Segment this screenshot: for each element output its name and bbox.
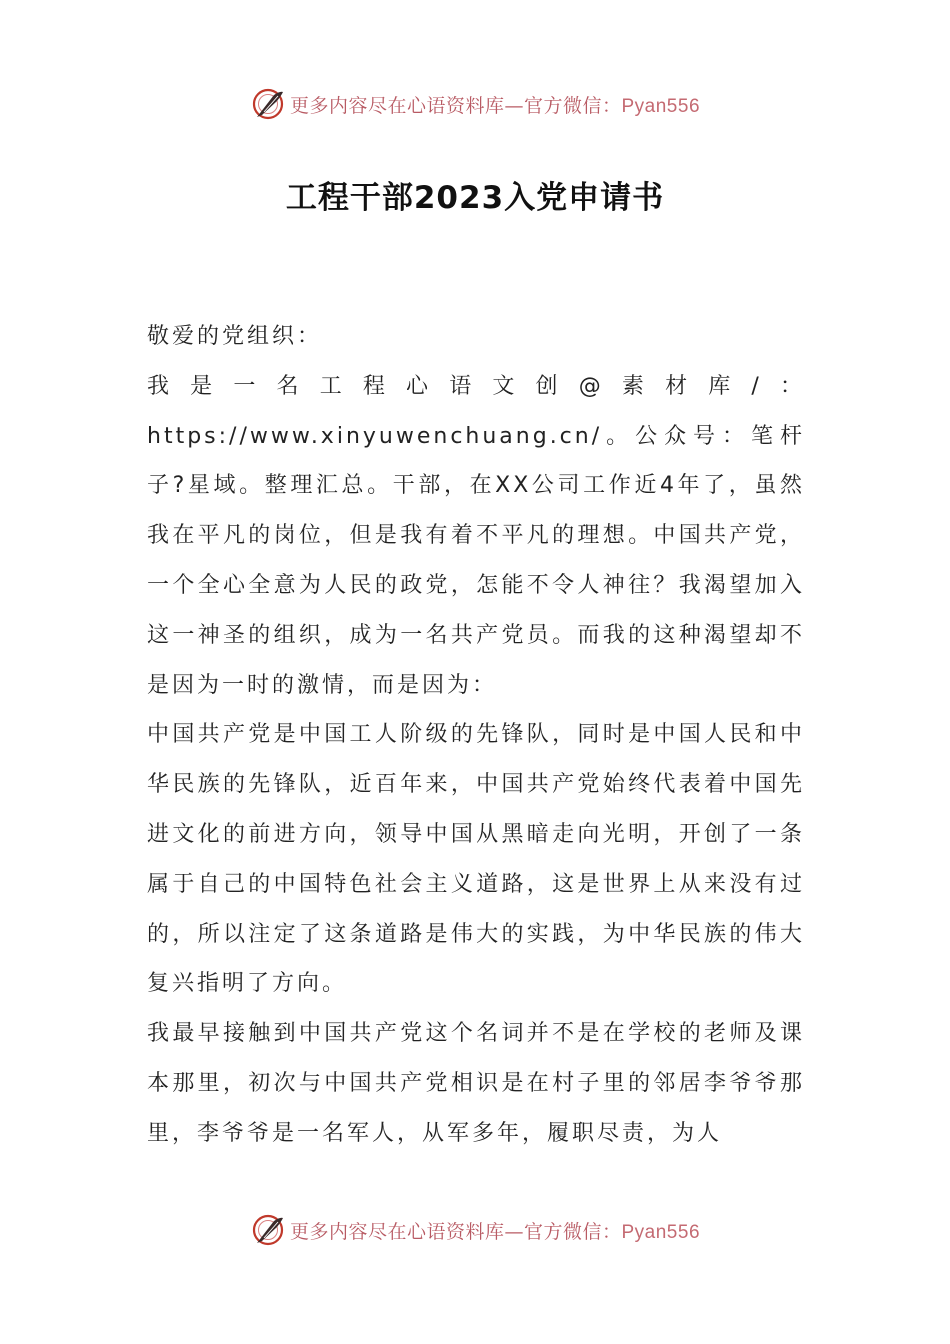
document-body	[147, 312, 805, 1159]
salutation: 敬爱的党组织：	[147, 324, 323, 349]
paragraph: 我最早接触到中国共产党这个名词并不是在学校的老师及课本那里，初次与中国共产党相识是在村子里的邻居李爷爷那里，李爷爷是一名军人，从军多年，履职尽责，为人	[147, 1021, 805, 1146]
paragraph: 我是一名工程心语文创@素材库/：https://www.xinyuwenchuang.cn/。公众号：笔杆子?星域。整理汇总。干部，在XX公司工作近4年了，虽然我在平凡的岗位，但是我有着不平凡的理想。中国共产党，一个全心全意为人民的政党，怎能不令人神往？我渴望加入这一神圣的组织，成为一名共产党员。而我的这种渴望却不是因为一时的激情，而是因为：	[147, 373, 805, 698]
paragraph: 中国共产党是中国工人阶级的先锋队，同时是中国人民和中华民族的先锋队，近百年来，中国共产党始终代表着中国先进文化的前进方向，领导中国从黑暗走向光明，开创了一条属于自己的中国特色社会主义道路，这是世界上从来没有过的，所以注定了这条道路是伟大的实践，为中华民族的伟大复兴指明了方向。	[147, 722, 805, 997]
banner-text: 更多内容尽在心语资料库—官方微信：Pyan556	[289, 94, 701, 117]
wechat-id: Pyan556	[621, 1221, 701, 1243]
quill-pen-logo-icon	[250, 86, 286, 122]
header-banner	[0, 82, 950, 126]
document-title: 工程干部2023入党申请书	[285, 180, 665, 216]
quill-pen-logo-icon	[250, 1212, 286, 1248]
banner-text: 更多内容尽在心语资料库—官方微信：Pyan556	[289, 1220, 701, 1243]
footer-banner	[0, 1208, 950, 1252]
wechat-id: Pyan556	[621, 95, 701, 117]
